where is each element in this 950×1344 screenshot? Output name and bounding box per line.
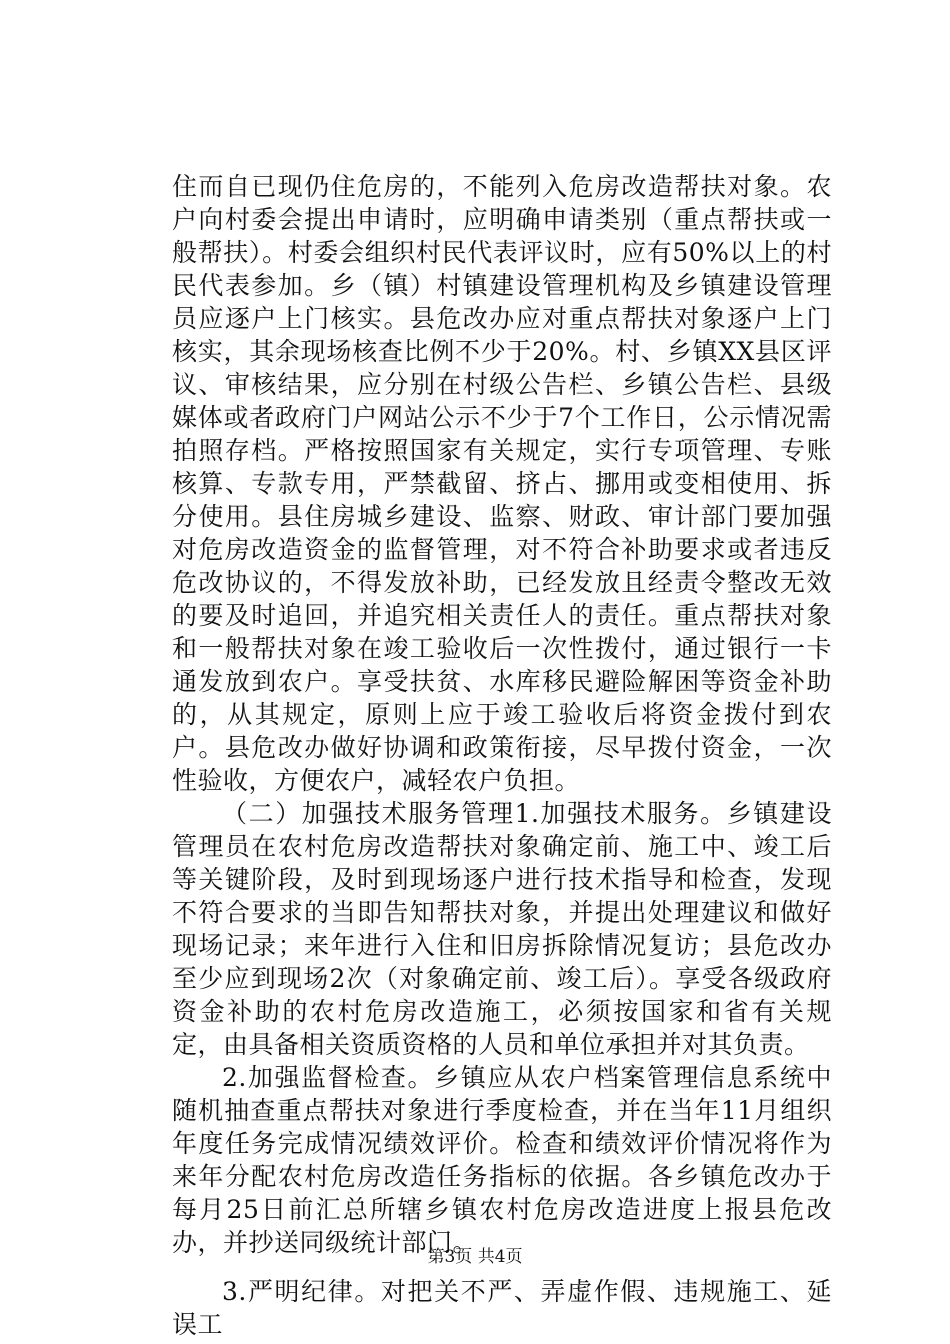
page-number-footer: 第3页 共4页 [427, 1247, 523, 1267]
paragraph-continued: 住而自已现仍住危房的，不能列入危房改造帮扶对象。农户向村委会提出申请时，应明确申请类别（重点帮扶或一般帮扶）。村委会组织村民代表评议时，应有50%以上的村民代表参加。乡（镇）村镇建设管理机构及乡镇建设管理员应逐户上门核实。县危改办应对重点帮扶对象逐户上门核实，其余现场核查比例不少于20%。村、乡镇XX县区评议、审核结果，应分别在村级公告栏、乡镇公告栏、县级媒体或者政府门户网站公示不少于7个工作日，公示情况需拍照存档。严格按照国家有关规定，实行专项管理、专账核算、专款专用，严禁截留、挤占、挪用或变相使用、拆分使用。县住房城乡建设、监察、财政、审计部门要加强对危房改造资金的监督管理，对不符合补助要求或者违反危改协议的，不得发放补助，已经发放且经责令整改无效的要及时追回，并追究相关责任人的责任。重点帮扶对象和一般帮扶对象在竣工验收后一次性拨付，通过银行一卡通发放到农户。享受扶贫、水库移民避险解困等资金补助的，从其规定，原则上应于竣工验收后将资金拨付到农户。县危改办做好协调和政策衔接，尽早拨付资金，一次性验收，方便农户，减轻农户负担。 [172, 172, 832, 795]
document-body [172, 170, 832, 1341]
paragraph-discipline: 3.严明纪律。对把关不严、弄虚作假、违规施工、延误工 [172, 1277, 832, 1339]
paragraph-technical-service: （二）加强技术服务管理1.加强技术服务。乡镇建设管理员在农村危房改造帮扶对象确定前、施工中、竣工后等关键阶段，及时到现场逐户进行技术指导和检查，发现不符合要求的当即告知帮扶对象，并提出处理建议和做好现场记录；来年进行入住和旧房拆除情况复访；县危改办至少应到现场2次（对象确定前、竣工后）。享受各级政府资金补助的农村危房改造施工，必须按国家和省有关规定，由具备相关资质资格的人员和单位承担并对其负责。 [172, 799, 832, 1059]
paragraph-supervision-inspection: 2.加强监督检查。乡镇应从农户档案管理信息系统中随机抽查重点帮扶对象进行季度检查，并在当年11月组织年度任务完成情况绩效评价。检查和绩效评价情况将作为来年分配农村危房改造任务指标的依据。各乡镇危改办于每月25日前汇总所辖乡镇农村危房改造进度上报县危改办，并抄送同级统计部门。 [172, 1063, 832, 1257]
